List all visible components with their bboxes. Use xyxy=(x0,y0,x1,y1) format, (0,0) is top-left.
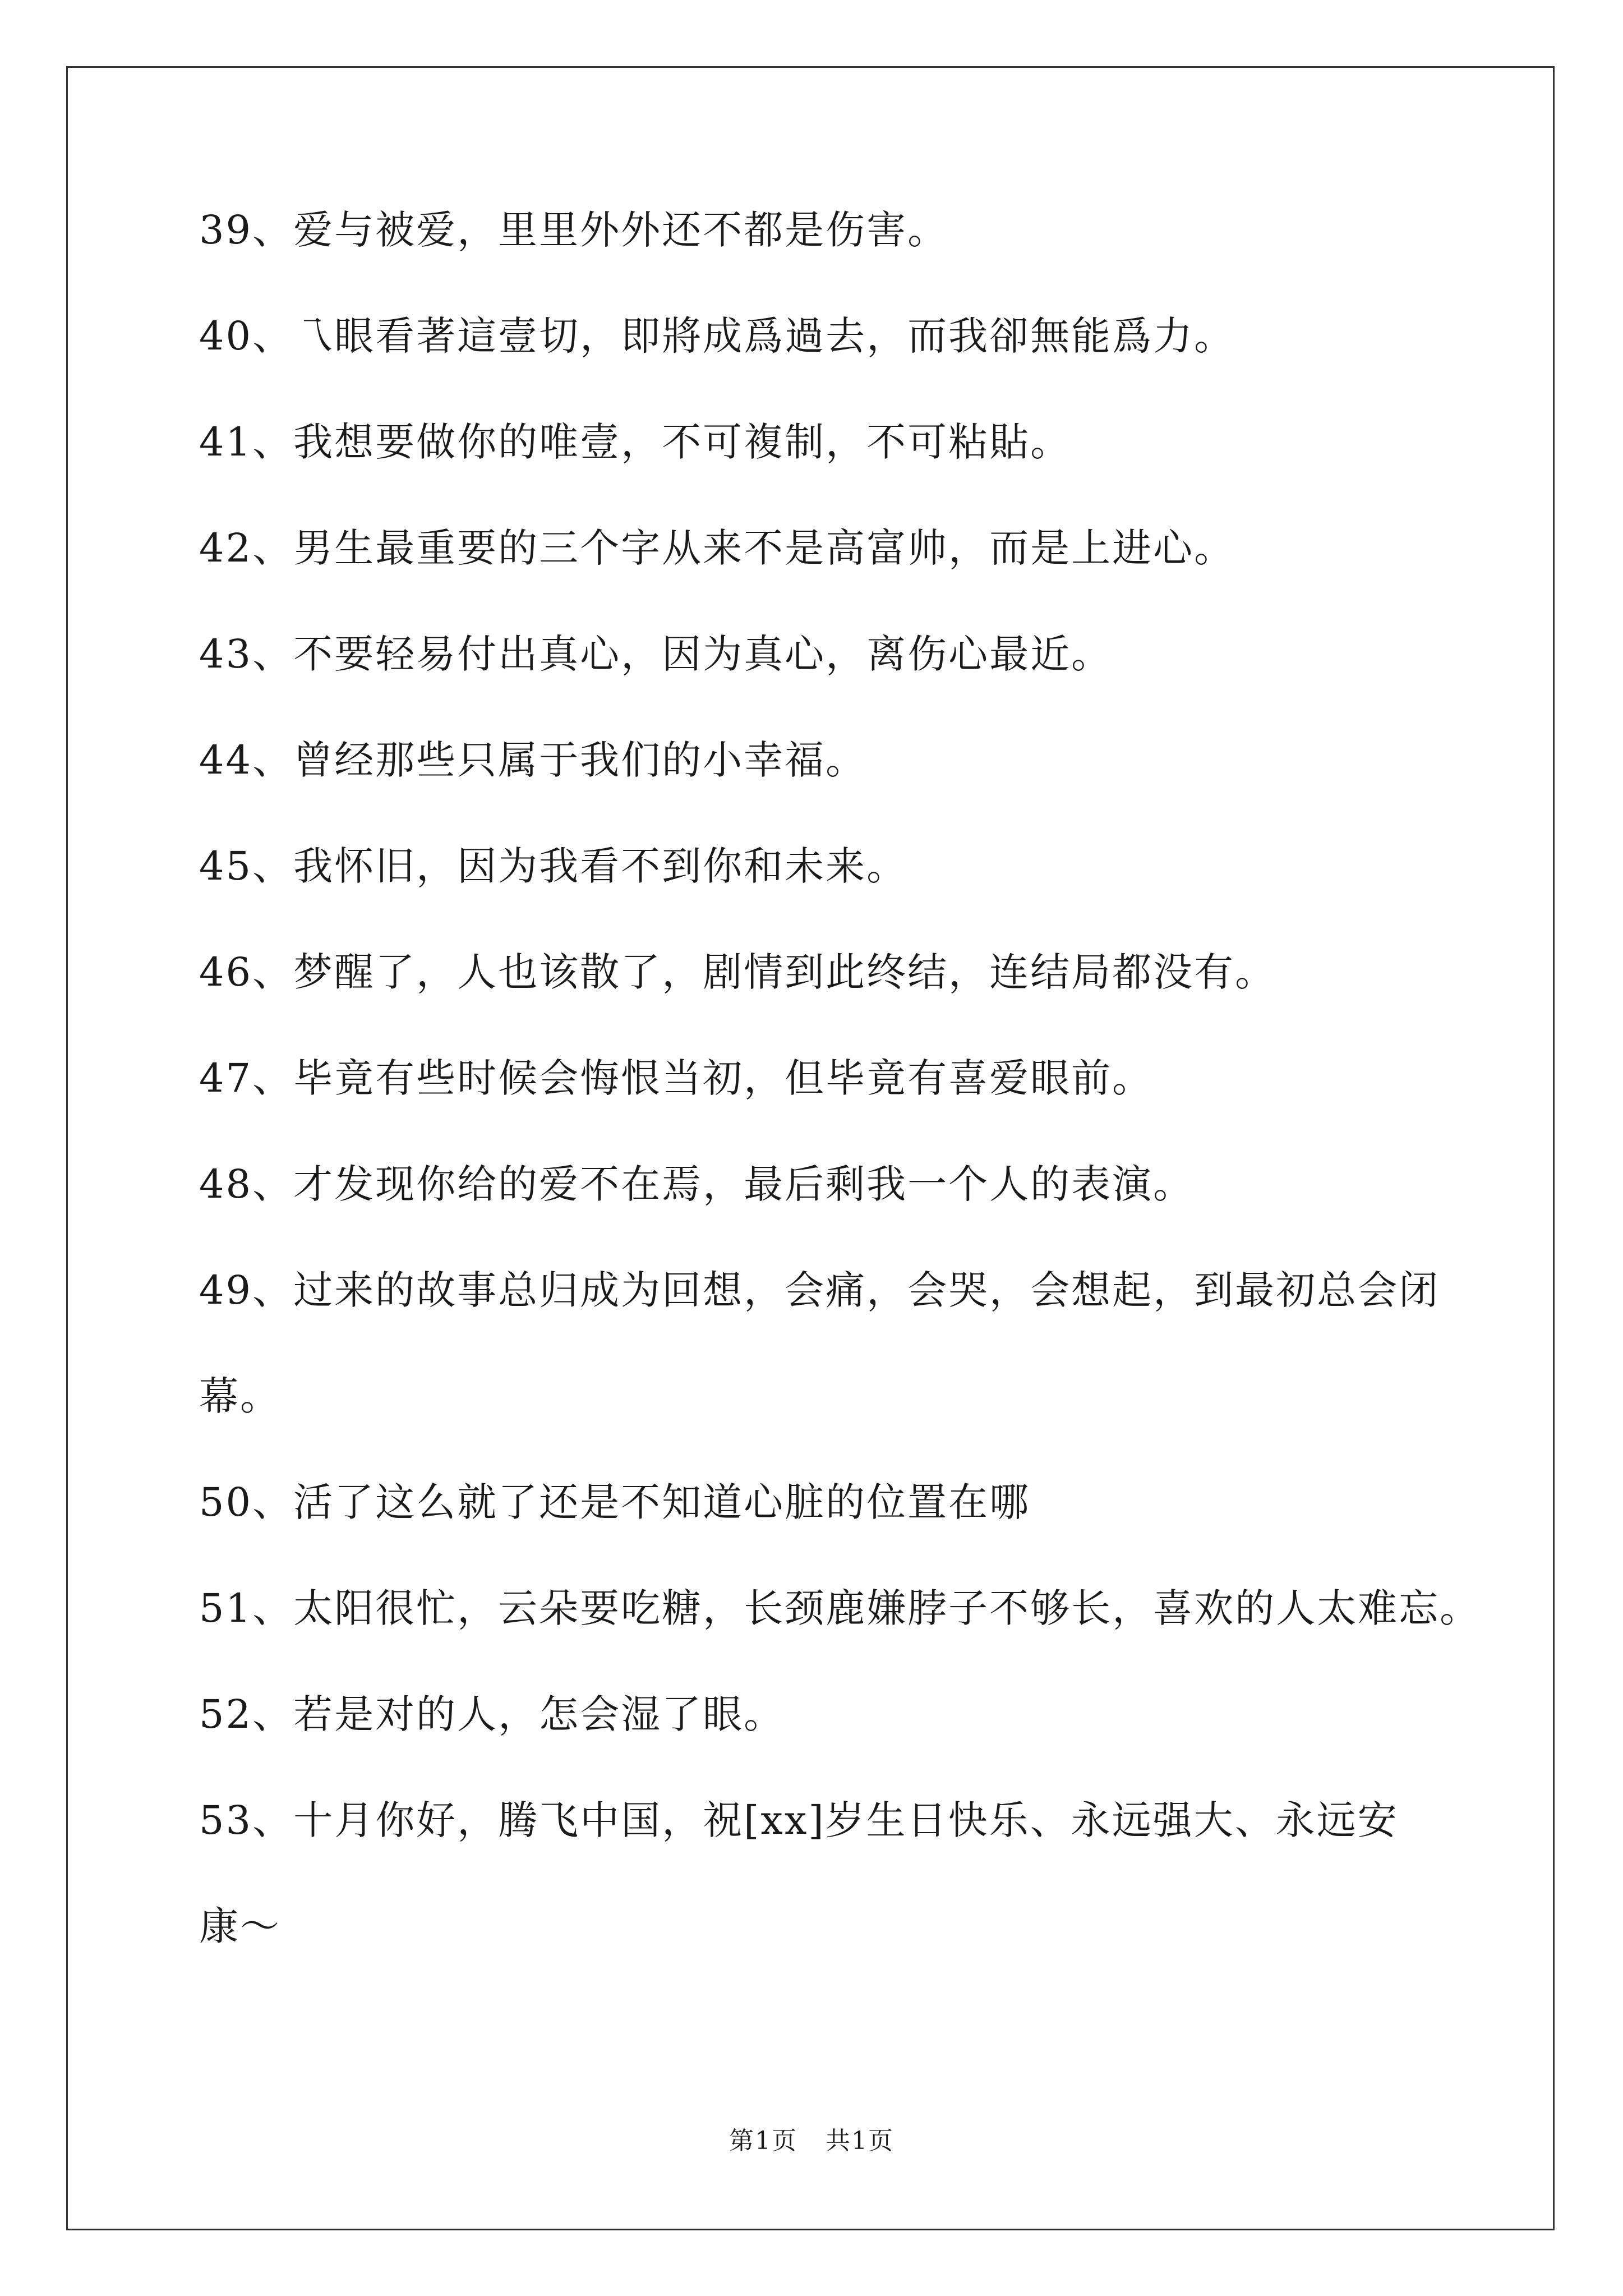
text-line: 43、不要轻易付出真心，因为真心，离伤心最近。 xyxy=(199,631,1113,677)
text-line: 41、我想要做你的唯壹，不可複制，不可粘貼。 xyxy=(199,419,1072,465)
text-line: 康～ xyxy=(199,1903,281,1949)
text-line: 50、活了这么就了还是不知道心脏的位置在哪 xyxy=(199,1479,1031,1525)
text-line: 53、十月你好，腾飞中国，祝[xx]岁生日快乐、永远强大、永远安 xyxy=(199,1797,1399,1843)
text-line: 42、男生最重要的三个字从来不是高富帅，而是上进心。 xyxy=(199,525,1235,571)
text-line: 40、乁眼看著這壹切，即將成爲過去，而我卻無能爲力。 xyxy=(199,313,1235,359)
text-line: 39、爱与被爱，里里外外还不都是伤害。 xyxy=(199,207,949,253)
page-number-total: 共1页 xyxy=(826,2127,894,2155)
text-line: 51、太阳很忙，云朵要吃糖，长颈鹿嫌脖子不够长，喜欢的人太难忘。 xyxy=(199,1585,1481,1631)
page-number-current: 第1页 xyxy=(729,2127,797,2155)
text-line: 52、若是对的人，怎会湿了眼。 xyxy=(199,1691,785,1737)
document-body xyxy=(199,207,1481,2010)
text-line: 48、才发现你给的爱不在焉，最后剩我一个人的表演。 xyxy=(199,1161,1195,1207)
text-line: 45、我怀旧，因为我看不到你和未来。 xyxy=(199,843,908,889)
page-footer xyxy=(0,2120,1623,2156)
text-line: 49、过来的故事总归成为回想，会痛，会哭，会想起，到最初总会闭 xyxy=(199,1267,1440,1313)
text-line: 46、梦醒了，人也该散了，剧情到此终结，连结局都没有。 xyxy=(199,949,1276,995)
text-line: 44、曾经那些只属于我们的小幸福。 xyxy=(199,737,867,783)
text-line: 幕。 xyxy=(199,1373,281,1419)
text-line: 47、毕竟有些时候会悔恨当初，但毕竟有喜爱眼前。 xyxy=(199,1055,1154,1101)
